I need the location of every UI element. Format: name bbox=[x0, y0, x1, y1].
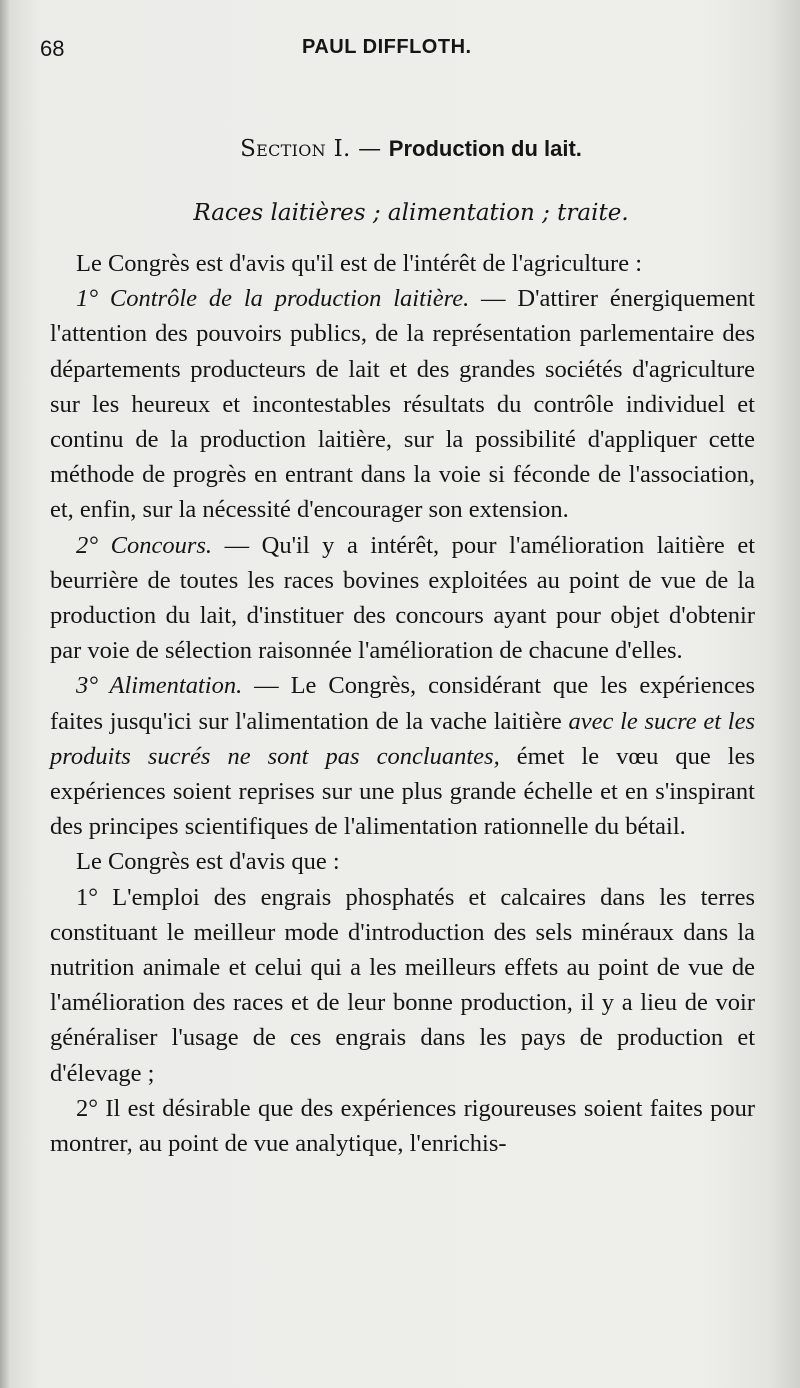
subheading: Races laitières ; alimentation ; traite. bbox=[193, 200, 629, 226]
section-heading bbox=[0, 136, 800, 162]
paragraph: 2° Il est désirable que des expériences rigoureuses soient faites pour montrer, au point de vue analytique, l'enrichis- bbox=[50, 1094, 755, 1158]
paragraph-body: émet le vœu que les expériences soient reprises sur une plus grande échelle et en s'inspirant des principes scientifiques de l'alimentation rationnelle du bétail. bbox=[50, 742, 755, 841]
paragraph: Le Congrès est d'avis que : bbox=[76, 848, 340, 876]
paragraph-emphasis: avec le sucre et les produits sucrés ne sont pas concluantes, bbox=[50, 707, 755, 770]
paragraph bbox=[50, 528, 755, 669]
paragraph: Le Congrès est d'avis qu'il est de l'intérêt de l'agriculture : bbox=[76, 250, 643, 277]
paragraph bbox=[50, 281, 755, 527]
page-header bbox=[40, 36, 760, 76]
paragraph: 1° L'emploi des engrais phosphatés et calcaires dans les terres constituant le meilleur mode d'introduction des sels minéraux dans la nutrition animale et celui qui a les meilleurs effets au point de vue de l'amélioration des races et de leur bonne production, il y a lieu de voir généraliser l'usage de ces engrais dans les pays de production et d'élevage ; bbox=[50, 883, 755, 1087]
body-text bbox=[50, 246, 755, 1161]
paragraph-title: 1° Contrôle de la production laitière. bbox=[76, 285, 470, 313]
paragraph-title: 2° Concours. bbox=[76, 531, 213, 559]
paragraph-body: — D'attirer énergiquement l'attention des pouvoirs publics, de la représentation parlementaire des départements producteurs de lait et des grandes sociétés d'agriculture sur les heureux et incontestables résultats du contrôle individuel et continu de la production laitière, sur la possibilité d'appliquer cette méthode de progrès en entrant dans la voie si féconde de l'association, et, enfin, sur la nécessité d'encourager son extension. bbox=[50, 285, 755, 524]
section-label: Section I. — bbox=[240, 136, 382, 162]
paragraph-body: — Le Congrès, considérant que les expériences faites jusqu'ici sur l'alimentation de la vache laitière bbox=[50, 672, 755, 735]
running-head: PAUL DIFFLOTH. bbox=[302, 36, 472, 58]
page-number: 68 bbox=[40, 36, 65, 61]
paragraph-title: 3° Alimentation. bbox=[76, 672, 243, 700]
section-title: Production du lait. bbox=[388, 136, 582, 161]
paragraph-body: — Qu'il y a intérêt, pour l'amélioration laitière et beurrière de toutes les races bovines exploitées au point de vue de la production du lait, d'instituer des concours ayant pour objet d'obtenir par voie de sélection raisonnée l'amélioration de chacune d'elles. bbox=[50, 531, 755, 665]
paragraph bbox=[50, 668, 755, 844]
